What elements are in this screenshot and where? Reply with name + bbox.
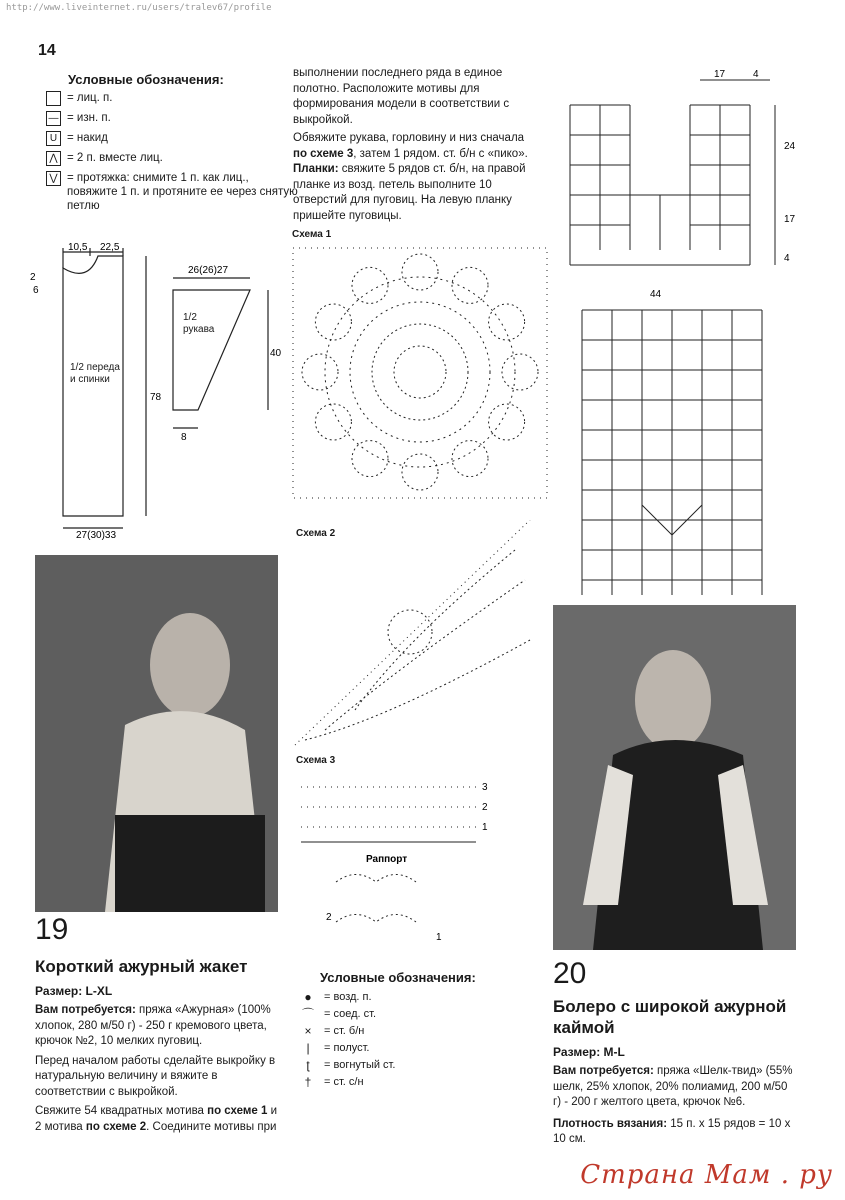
dim-sleeve-bottom: 8	[181, 432, 187, 443]
model19-title: Короткий ажурный жакет	[35, 957, 248, 976]
grid-charts	[560, 65, 810, 605]
source-url[interactable]: http://www.liveinternet.ru/users/tralev67/profile	[6, 3, 272, 13]
scheme2-diagram	[285, 520, 550, 760]
legend-text: = полуст.	[324, 1041, 370, 1054]
legend-item	[46, 131, 298, 146]
legend-symbol-icon: †	[304, 1074, 312, 1089]
model20-title: Болеро с широкой ажурной каймой	[553, 997, 787, 1037]
model19-body	[35, 1003, 280, 1135]
legend-text: = вогнутый ст.	[324, 1058, 396, 1071]
legend-symbol-icon: ⌒	[301, 1007, 314, 1021]
model19-p2: Свяжите 54 квадратных мотива по схеме 1 и 2 мотива по схеме 2. Соедините мотивы при	[35, 1105, 278, 1133]
legend-text: = ст. с/н	[324, 1075, 364, 1088]
rapport-row-2: 2	[326, 912, 332, 923]
legend-item	[300, 1039, 520, 1056]
legend-item	[46, 171, 298, 213]
model19-need: Вам потребуется: пряжа «Ажурная» (100% хлопок, 280 м/50 г) - 250 г кремового цвета, крючок №2, 10 мелких пуговиц.	[35, 1004, 271, 1047]
legend-item	[46, 91, 298, 106]
legend-text: = изн. п.	[67, 112, 111, 124]
scheme1-petal	[489, 404, 525, 440]
row-3: 3	[482, 782, 488, 793]
pattern-jacket	[28, 238, 298, 543]
dim-sleeve-h: 40	[270, 348, 282, 359]
legend-symbol-icon: ⋁	[46, 171, 61, 186]
scheme1-petal	[452, 441, 488, 477]
model20-body	[553, 1064, 798, 1148]
text-p3: Планки: свяжите 5 рядов ст. б/н, на правой планке из возд. петель выполните 10 отверстий для пуговиц. На левую планку пришейте пуговицы.	[293, 163, 526, 222]
scheme2-label: Схема 2	[296, 528, 336, 539]
legend-symbol-icon: ⋀	[46, 151, 61, 166]
sleeve-outline	[173, 290, 250, 410]
legend-symbol-icon: ●	[304, 989, 312, 1004]
scheme1-petal	[352, 267, 388, 303]
scheme1-petal	[402, 254, 438, 290]
scheme1-petal	[489, 304, 525, 340]
scheme1-petal	[302, 354, 338, 390]
legend-item	[300, 988, 520, 1005]
scheme1-petal	[315, 304, 351, 340]
legend-text: = 2 п. вместе лиц.	[67, 152, 163, 164]
legend-text: = лиц. п.	[67, 92, 113, 104]
front-back-outline	[63, 256, 123, 516]
model20-need: Вам потребуется: пряжа «Шелк-твид» (55% шелк, 25% хлопок, 20% полиамид, 200 м/50 г) - 200 г желтого цвета, крючок №6.	[553, 1065, 793, 1108]
legend-text: = ст. б/н	[324, 1024, 365, 1037]
legend-symbol-icon: |	[306, 1040, 310, 1055]
scheme1-petal	[402, 454, 438, 490]
text-p1: выполнении последнего ряда в единое полотно. Расположите мотивы для формирования модели в соответствии с выкройкой.	[293, 67, 510, 126]
rapport-row-1: 1	[436, 932, 442, 943]
dim-b: 22,5	[100, 242, 120, 253]
scheme1-petal	[315, 404, 351, 440]
legend-item	[300, 1056, 520, 1073]
dim-height: 78	[150, 392, 162, 403]
dim-w44: 44	[650, 289, 662, 300]
legend-item	[46, 151, 298, 166]
row-2: 2	[482, 802, 488, 813]
photo-model-19	[35, 555, 278, 912]
instructions-top	[293, 66, 538, 224]
scheme1-label: Схема 1	[292, 229, 332, 240]
legend-item	[300, 1022, 520, 1039]
scheme1-petal	[452, 267, 488, 303]
model19-p1: Перед началом работы сделайте выкройку в натуральную величину и вяжите в соответствии с выкройкой.	[35, 1054, 276, 1098]
page-number: 14	[38, 42, 56, 59]
scheme3-label: Схема 3	[296, 755, 336, 766]
legend-text: = накид	[67, 132, 108, 144]
row-1: 1	[482, 822, 488, 833]
legend-symbol-icon	[46, 91, 61, 106]
dim-h24: 24	[784, 141, 796, 152]
model19-size: Размер: L-XL	[35, 984, 113, 998]
legend2-title: Условные обозначения:	[320, 970, 476, 985]
legend-symbol-icon: ʈ	[306, 1057, 310, 1072]
text-p2: Обвяжите рукава, горловину и низ сначала по схеме 3, затем 1 рядом. ст. б/н с «пико».	[293, 132, 528, 160]
model20-density: Плотность вязания: 15 п. х 15 рядов = 10 х 10 см.	[553, 1117, 791, 1145]
dim-h17: 17	[784, 214, 796, 225]
rapport-label: Раппорт	[366, 854, 408, 865]
legend-symbol-icon: ×	[304, 1023, 312, 1038]
dim-d: 6	[33, 285, 39, 296]
dim-w17: 17	[714, 69, 726, 80]
legend-title: Условные обозначения:	[68, 72, 224, 87]
legend-text: = протяжка: снимите 1 п. как лиц., повяжите 1 п. и протяните ее через снятую петлю	[67, 172, 298, 212]
legend-item	[300, 1005, 520, 1022]
scheme1-petal	[352, 441, 388, 477]
photo-model-20	[553, 605, 796, 950]
scheme1-diagram	[285, 240, 555, 505]
legend-symbol-icon: —	[46, 111, 61, 126]
label-front-back: 1/2 переда и спинки	[70, 362, 120, 385]
scheme3-diagram	[296, 772, 501, 947]
watermark-logo[interactable]: Страна Мам . ру	[580, 1160, 833, 1190]
model19-number: 19	[35, 913, 69, 946]
legend-knitting	[48, 72, 298, 218]
dim-c: 2	[30, 272, 36, 283]
legend-item	[300, 1073, 520, 1090]
dim-a: 10,5	[68, 242, 88, 253]
legend-crochet	[301, 970, 520, 1090]
legend-text: = соед. ст.	[324, 1007, 377, 1020]
model20-size: Размер: M-L	[553, 1045, 625, 1059]
label-sleeve: 1/2 рукава	[183, 312, 215, 335]
dim-bottom: 27(30)33	[76, 530, 117, 541]
scheme1-petal	[502, 354, 538, 390]
legend-item	[46, 111, 298, 126]
legend-text: = возд. п.	[324, 990, 372, 1003]
dim-h4: 4	[784, 253, 790, 264]
model20-number: 20	[553, 957, 587, 990]
dim-w4: 4	[753, 69, 759, 80]
legend-symbol-icon: U	[46, 131, 61, 146]
dim-sleeve-top: 26(26)27	[188, 265, 229, 276]
